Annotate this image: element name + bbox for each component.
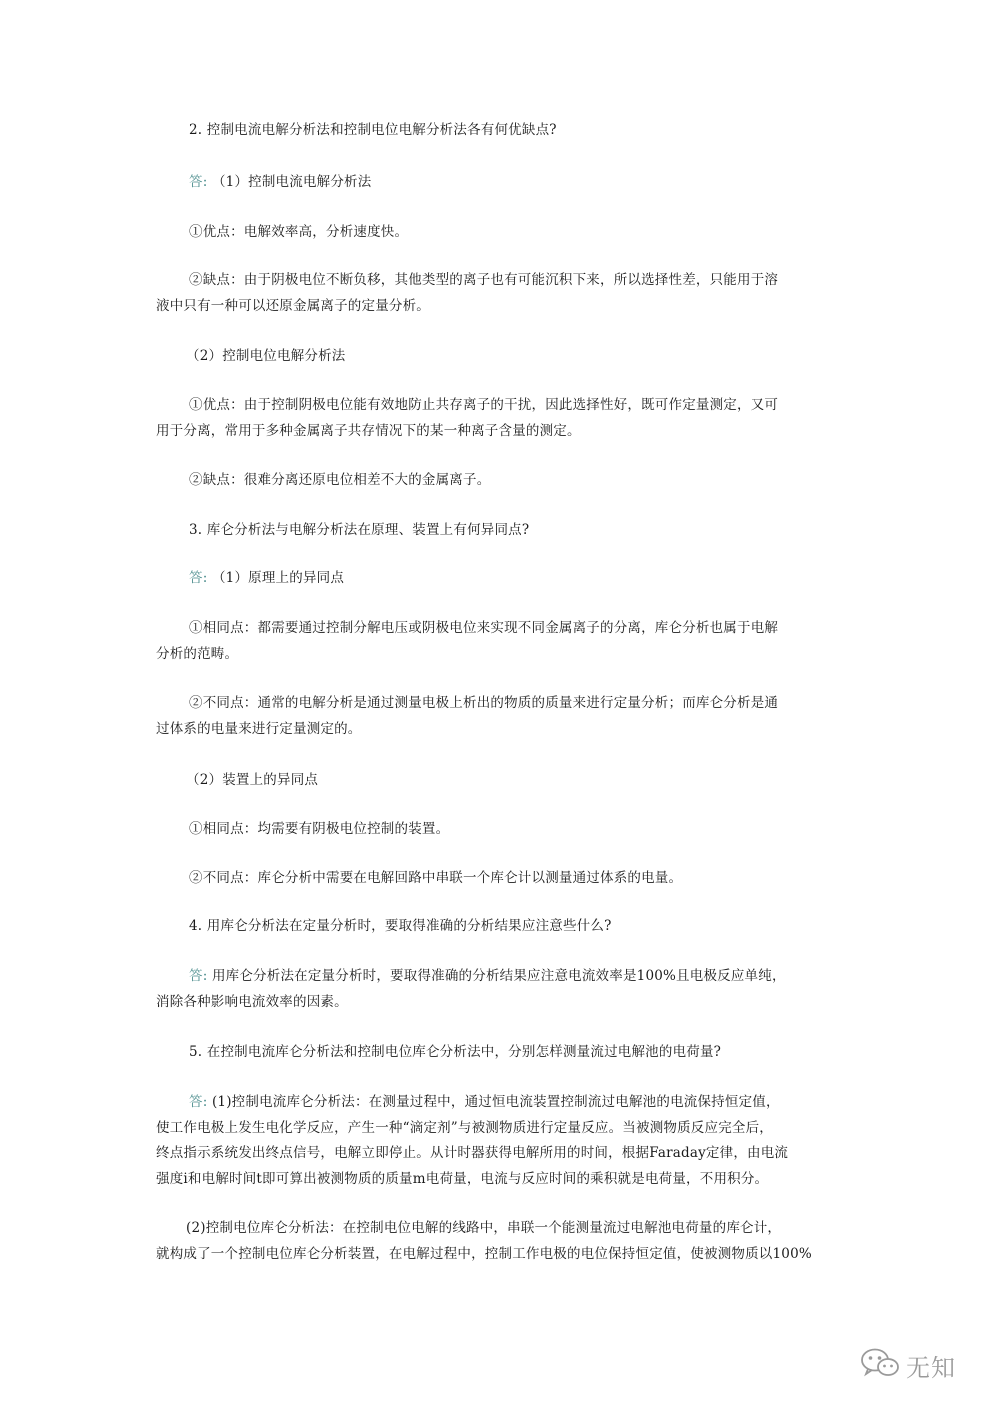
watermark [860, 1347, 956, 1383]
answer-2-heading [189, 170, 873, 196]
answer-3-heading-2 [186, 768, 870, 794]
answer-text: （1）控制电流电解分析法 [211, 174, 372, 190]
wechat-icon [860, 1347, 900, 1383]
question-2 [189, 118, 873, 144]
text-line: 终点指示系统发出终点信号，电解立即停止。从计时器获得电解所用的时间，根据Faraday定律，由电流 [156, 1145, 789, 1161]
answer-3-same-2 [189, 817, 873, 843]
answer-label: 答: [189, 174, 208, 190]
text-line: 消除各种影响电流效率的因素。 [156, 993, 348, 1010]
text-line [189, 566, 873, 592]
answer-2-heading-2 [186, 344, 870, 370]
answer-label: 答: [189, 1094, 208, 1110]
answer-2-con-2 [189, 468, 873, 494]
text-line [189, 1090, 873, 1116]
text-line: ②缺点：很难分离还原电位相差不大的金属离子。 [189, 472, 491, 488]
watermark-text: 无知 [906, 1353, 956, 1382]
text-line: 3. 库仑分析法与电解分析法在原理、装置上有何异同点? [189, 522, 530, 538]
text-line: 2. 控制电流电解分析法和控制电位电解分析法各有何优缺点? [189, 122, 557, 138]
text-line: ①相同点：都需要通过控制分解电压或阴极电位来实现不同金属离子的分离，库仑分析也属于电解 [189, 620, 779, 636]
text-line: ②不同点：通常的电解分析是通过测量电极上析出的物质的质量来进行定量分析；而库仑分析是通 [189, 695, 779, 711]
text-line: ①优点：电解效率高，分析速度快。 [189, 224, 409, 240]
answer-text: (1)控制电流库仑分析法：在测量过程中，通过恒电流装置控制流过电解池的电流保持恒定值， [211, 1094, 780, 1110]
answer-text: （1）原理上的异同点 [211, 570, 345, 586]
answer-3-diff [156, 691, 873, 742]
answer-2-con [156, 268, 873, 319]
answer-text: 用库仑分析法在定量分析时，要取得准确的分析结果应注意电流效率是100%且电极反应单纯， [211, 968, 786, 984]
text-line: （2）控制电位电解分析法 [186, 348, 346, 364]
answer-label: 答: [189, 968, 208, 984]
answer-5-part-1 [156, 1090, 873, 1192]
answer-5-part-2 [156, 1216, 870, 1267]
text-line: 就构成了一个控制电位库仑分析装置，在电解过程中，控制工作电极的电位保持恒定值，使被测物质以100% [156, 1245, 812, 1262]
text-line: 用于分离，常用于多种金属离子共存情况下的某一种离子含量的测定。 [156, 422, 581, 439]
text-line: （2）装置上的异同点 [186, 772, 319, 788]
text-line [189, 170, 873, 196]
text-line: 5. 在控制电流库仑分析法和控制电位库仑分析法中，分别怎样测量流过电解池的电荷量? [189, 1044, 722, 1060]
answer-2-pro [189, 220, 873, 246]
text-line: (2)控制电位库仑分析法：在控制电位电解的线路中，串联一个能测量流过电解池电荷量的库仑计， [186, 1220, 782, 1236]
question-5 [189, 1040, 873, 1066]
answer-4 [156, 964, 873, 1015]
text-line: 使工作电极上发生电化学反应，产生一种“滴定剂”与被测物质进行定量反应。当被测物质反应完全后， [156, 1119, 774, 1136]
text-line [189, 964, 873, 990]
text-line: ②缺点：由于阴极电位不断负移，其他类型的离子也有可能沉积下来，所以选择性差，只能用于溶 [189, 272, 779, 288]
text-line: ①相同点：均需要有阴极电位控制的装置。 [189, 821, 450, 837]
text-line: 4. 用库仑分析法在定量分析时，要取得准确的分析结果应注意些什么? [189, 918, 612, 934]
question-4 [189, 914, 873, 940]
text-line: 分析的范畴。 [156, 645, 239, 662]
answer-2-pro-2 [156, 393, 873, 444]
answer-label: 答: [189, 570, 208, 586]
question-3 [189, 518, 873, 544]
text-line: 强度i和电解时间t即可算出被测物质的质量m电荷量，电流与反应时间的乘积就是电荷量，不用积分。 [156, 1170, 769, 1187]
text-line: ①优点：由于控制阴极电位能有效地防止共存离子的干扰，因此选择性好，既可作定量测定，又可 [189, 397, 779, 413]
answer-3-same [156, 616, 873, 667]
answer-3-heading [189, 566, 873, 592]
text-line: 过体系的电量来进行定量测定的。 [156, 720, 362, 737]
text-line: ②不同点：库仑分析中需要在电解回路中串联一个库仑计以测量通过体系的电量。 [189, 870, 683, 886]
answer-3-diff-2 [189, 866, 873, 892]
text-line: 液中只有一种可以还原金属离子的定量分析。 [156, 297, 430, 314]
